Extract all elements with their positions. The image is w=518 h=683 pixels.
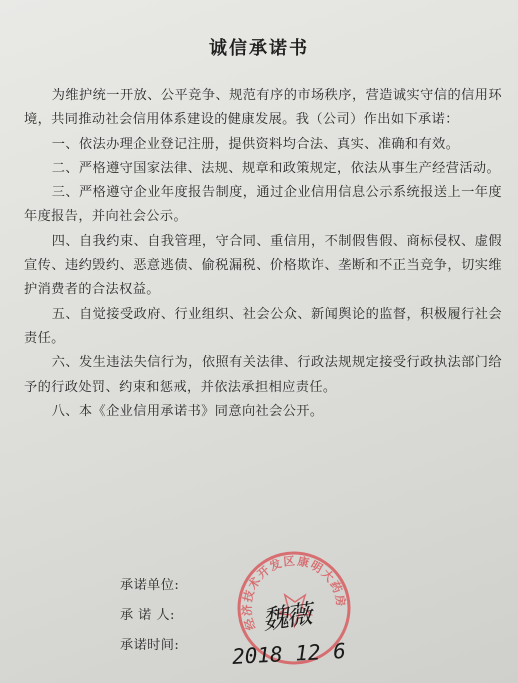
paragraph-6: 六、发生违法失信行为，依照有关法律、行政法规规定接受行政执法部门给予的行政处罚、约束和惩戒，并依法承担相应责任。: [24, 355, 502, 395]
document-title: 诚信承诺书: [209, 38, 309, 59]
signature-unit-row: [120, 571, 179, 601]
paragraph-1: 一、依法办理企业登记注册，提供资料均合法、真实、准确和有效。: [51, 136, 460, 152]
handwritten-date: 2018 12 6: [231, 639, 347, 669]
seal-text: 经济技术开发区康明大药房: [239, 553, 349, 632]
signature-person-row: [120, 601, 179, 631]
paragraph-3: 三、严格遵守企业年度报告制度，通过企业信用信息公示系统报送上一年度年度报告，并向社会公示。: [24, 185, 502, 225]
unit-label: 承诺单位:: [120, 578, 180, 593]
paragraph-4: 四、自我约束、自我管理，守合同、重信用，不制假售假、商标侵权、虚假宣传、违约毁约、恶意逃债、偷税漏税、价格欺诈、垄断和不正当竞争，切实维护消费者的合法权益。: [24, 233, 502, 298]
paragraph-2: 二、严格遵守国家法律、法规、规章和政策规定，依法从事生产经营活动。: [51, 160, 501, 176]
person-label: 承 诺 人:: [120, 608, 175, 623]
signature-block: [120, 571, 179, 661]
document-body: [24, 84, 502, 424]
handwritten-signature: 魏薇: [260, 599, 313, 637]
time-label: 承诺时间:: [120, 638, 180, 653]
paragraph-5: 五、自觉接受政府、行业组织、社会公众、新闻舆论的监督，积极履行社会责任。: [24, 306, 502, 346]
signature-time-row: [120, 631, 179, 661]
paragraph-intro: 为维护统一开放、公平竞争、规范有序的市场秩序，营造诚实守信的信用环境，共同推动社会信用体系建设的健康发展。我（公司）作出如下承诺：: [24, 88, 502, 128]
paragraph-8: 八、本《企业信用承诺书》同意向社会公开。: [51, 403, 324, 419]
